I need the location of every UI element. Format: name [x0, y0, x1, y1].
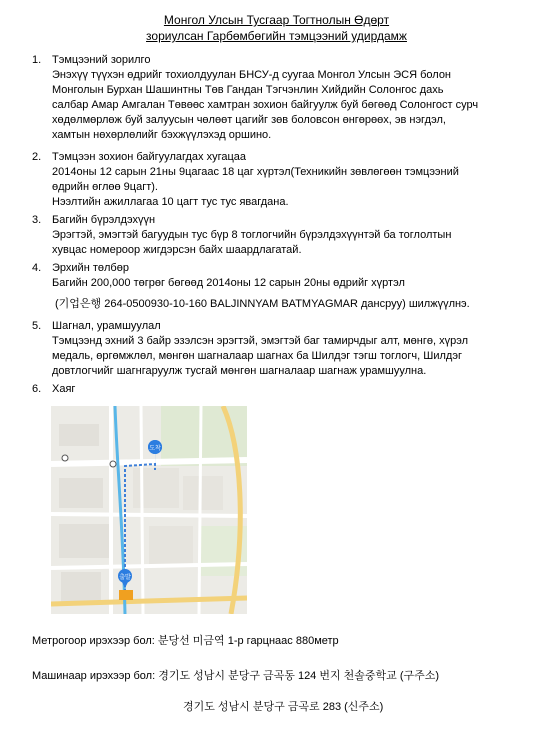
- building-block: [59, 424, 99, 446]
- start-pin-label: 출발: [119, 574, 131, 581]
- location-map: [51, 406, 247, 614]
- destination-pin-icon: [148, 440, 162, 470]
- section-heading: Багийн бүрэлдэхүүн: [52, 214, 156, 226]
- station-marker: [119, 590, 133, 600]
- section-number: 2.: [32, 151, 42, 163]
- section-heading: Тэмцээн зохион байгуулагдах хугацаа: [52, 151, 247, 163]
- section-line: медаль, өргөмжлөл, мөнгөн шагналаар шагнах ба Шилдэг тэгш тоглогч, Шилдэг: [52, 350, 463, 362]
- destination-pin-label: 도착: [149, 445, 161, 452]
- building-block: [133, 468, 179, 508]
- section-line: хамтын нөхөрлөлийг бэхжүүлэхэд оршино.: [52, 129, 272, 141]
- section-heading: Эрхийн төлбөр: [52, 262, 129, 274]
- metro-directions: Метрогоор ирэхээр бол: 분당선 미금역 1-р гарцнаас 880метр: [32, 635, 339, 647]
- section-line: довтлогчийг шагнгаруулж тусгай мөнгөн шагналаар шагнаж урамшуулна.: [52, 365, 427, 377]
- section-line: хөдөлмөрлөж буй залуусын чөлөөт цагийг зөв боловсон өнгөрөөх, эв нэгдэл,: [52, 114, 446, 126]
- section-heading: Тэмцээний зорилго: [52, 54, 151, 66]
- building-block: [149, 526, 193, 566]
- map-graphic: [51, 406, 247, 614]
- new-address: 경기도 성남시 분당구 금곡로 283 (신주소): [183, 701, 384, 713]
- section-line: Нээлтийн ажиллагаа 10 цагт тус тус явагдана.: [52, 196, 289, 208]
- section-number: 3.: [32, 214, 42, 226]
- section-number: 5.: [32, 320, 42, 332]
- road: [141, 406, 143, 614]
- road: [51, 514, 247, 516]
- car-directions: Машинаар ирэхээр бол: 경기도 성남시 분당구 금곡동 124 번지 천솔중학교 (구주소): [32, 670, 440, 682]
- section-number: 6.: [32, 383, 42, 395]
- section-line: өдрийн өглөө 9цагт).: [52, 181, 158, 193]
- section-line: 2014оны 12 сарын 21ны 9цагаас 18 цаг хүртэл(Техникийн зөвлөгөөн тэмцээний: [52, 166, 459, 178]
- road: [199, 406, 201, 614]
- section-line: Энэхүү түүхэн өдрийг тохиолдуулан БНСУ-д суугаа Монгол Улсын ЭСЯ болон: [52, 69, 452, 81]
- section-line: Тэмцээнд эхний 3 байр эзэлсэн эрэгтэй, эмэгтэй баг тамирчдыг алт, мөнгө, хүрэл: [52, 335, 468, 347]
- waypoint-marker: [62, 455, 68, 461]
- bank-account-line: (기업은행 264-0500930-10-160 BALJINNYAM BATMYAGMAR дансруу) шилжүүлнэ.: [55, 298, 470, 310]
- section-line: салбар Амар Амгалан Төвөөс хамтран зохион байгуулж буй бөгөөд Солонгост сурч: [52, 99, 479, 111]
- section-number: 1.: [32, 54, 42, 66]
- section-line: Багийн 200,000 төгрөг бөгөөд 2014оны 12 сарын 20ны өдрийг хүртэл: [52, 277, 405, 289]
- building-block: [59, 478, 103, 508]
- waypoint-marker: [110, 461, 116, 467]
- building-block: [61, 572, 101, 602]
- building-block: [183, 476, 223, 510]
- building-block: [59, 524, 109, 558]
- section-line: Монголын Бурхан Шашинтны Төв Гандан Тэгчэнлин Хийдийн Солонгос дахь: [52, 84, 444, 96]
- section-number: 4.: [32, 262, 42, 274]
- section-heading: Шагнал, урамшуулал: [52, 320, 161, 332]
- document-title-line2: зориулсан Гарбөмбөгийн тэмцээний удирдамж: [146, 29, 407, 43]
- start-pin-icon: [118, 569, 132, 588]
- section-heading: Хаяг: [52, 383, 76, 395]
- section-line: Эрэгтэй, эмэгтэй багуудын тус бүр 8 тоглогчийн бүрэлдэхүүнтэй ба тоглолтын: [52, 229, 452, 241]
- document-title-line1: Монгол Улсын Тусгаар Тогтнолын Өдөрт: [163, 13, 390, 27]
- section-line: хувцас номероор жигдэрсэн байх шаардлагатай.: [52, 244, 302, 256]
